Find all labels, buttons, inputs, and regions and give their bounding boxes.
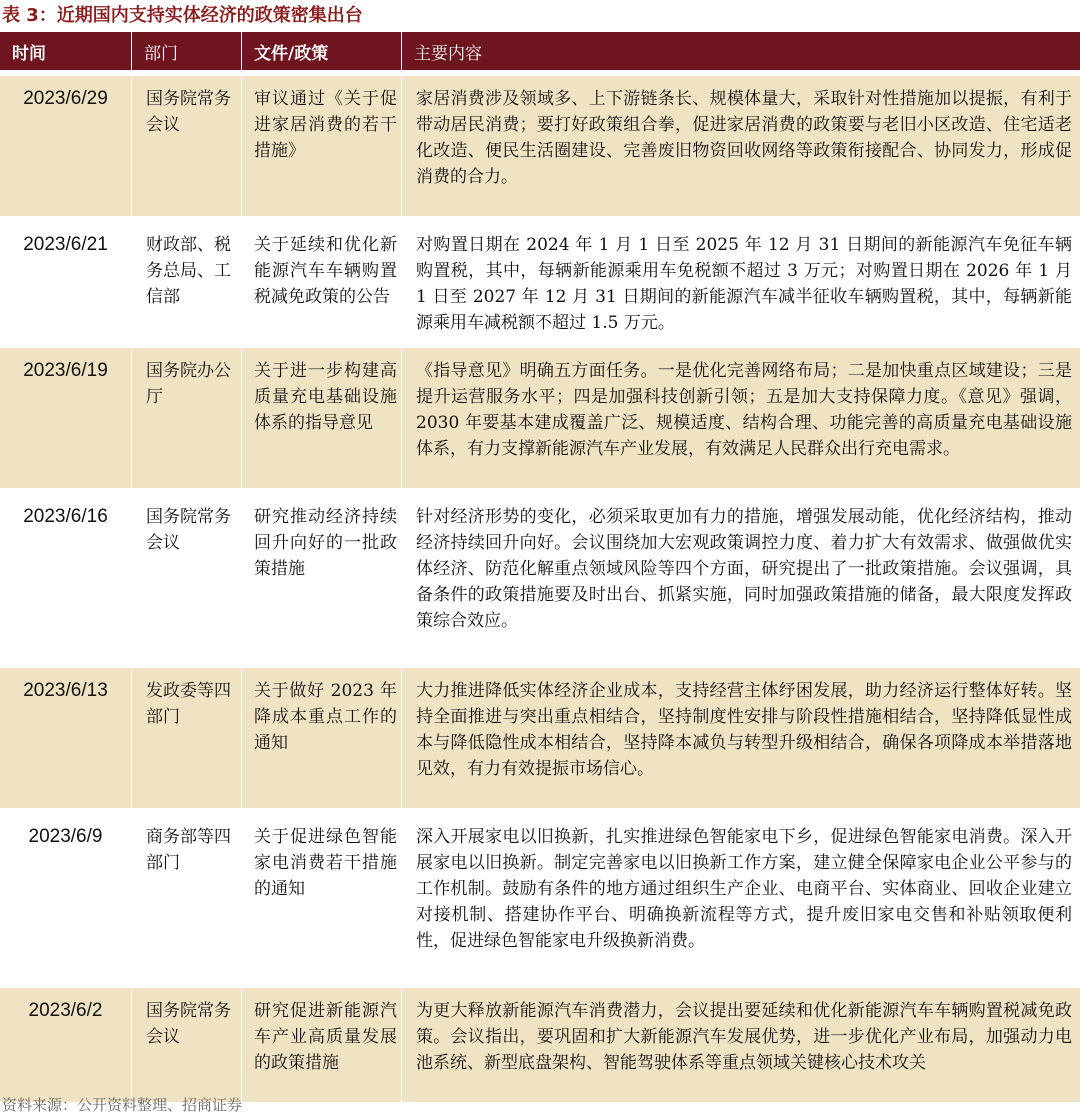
row-date: 2023/6/2	[0, 988, 132, 1108]
header-time: 时间	[0, 32, 132, 76]
row-content: 为更大释放新能源汽车消费潜力，会议提出要延续和优化新能源汽车车辆购置税减免政策。会议指出，要巩固和扩大新能源汽车发展优势，进一步优化产业布局，加强动力电池系统、新型底盘架构、智能驾驶体系等重点领域关键核心技术攻关	[402, 988, 1080, 1108]
row-content: 《指导意见》明确五方面任务。一是优化完善网络布局；二是加快重点区域建设；三是提升运营服务水平；四是加强科技创新引领；五是加大支持保障力度。《意见》强调，2030 年要基本建成覆盖广泛、规模适度、结构合理、功能完善的高质量充电基础设施体系，有力支撑新能源汽车产业发展，有效满足人民群众出行充电需求。	[402, 348, 1080, 494]
header-dept: 部门	[132, 32, 242, 76]
table-row	[0, 348, 1080, 494]
row-dept: 国务院常务会议	[132, 494, 242, 668]
row-doc: 关于延续和优化新能源汽车车辆购置税减免政策的公告	[242, 222, 402, 348]
row-doc: 关于促进绿色智能家电消费若干措施的通知	[242, 814, 402, 988]
table-row	[0, 222, 1080, 348]
row-dept: 商务部等四部门	[132, 814, 242, 988]
table-row	[0, 668, 1080, 814]
row-date: 2023/6/21	[0, 222, 132, 348]
row-content: 对购置日期在 2024 年 1 月 1 日至 2025 年 12 月 31 日期间的新能源汽车免征车辆购置税，其中，每辆新能源乘用车免税额不超过 3 万元；对购置日期在 2026 年 1 月 1 日至 2027 年 12 月 31 日期间的新能源汽车减半征收车辆购置税，其中，每辆新能源乘用车减税额不超过 1.5 万元。	[402, 222, 1080, 348]
row-date: 2023/6/16	[0, 494, 132, 668]
row-dept: 国务院办公厅	[132, 348, 242, 494]
row-doc: 研究促进新能源汽车产业高质量发展的政策措施	[242, 988, 402, 1108]
row-content: 家居消费涉及领域多、上下游链条长、规模体量大，采取针对性措施加以提振，有利于带动居民消费；要打好政策组合拳，促进家居消费的政策要与老旧小区改造、住宅适老化改造、便民生活圈建设、完善废旧物资回收网络等政策衔接配合、协同发力，形成促消费的合力。	[402, 76, 1080, 222]
row-date: 2023/6/13	[0, 668, 132, 814]
table-title: 表 3：近期国内支持实体经济的政策密集出台	[2, 5, 363, 26]
table-row	[0, 76, 1080, 222]
row-content: 大力推进降低实体经济企业成本，支持经营主体纾困发展，助力经济运行整体好转。坚持全面推进与突出重点相结合，坚持制度性安排与阶段性措施相结合，坚持降低显性成本与降低隐性成本相结合，坚持降本减负与转型升级相结合，确保各项降成本举措落地见效，有力有效提振市场信心。	[402, 668, 1080, 814]
table-row	[0, 494, 1080, 668]
row-doc: 审议通过《关于促进家居消费的若干措施》	[242, 76, 402, 222]
table-row	[0, 988, 1080, 1108]
row-dept: 财政部、税务总局、工信部	[132, 222, 242, 348]
row-doc: 关于进一步构建高质量充电基础设施体系的指导意见	[242, 348, 402, 494]
source-note: 资料来源：公开资料整理、招商证券	[2, 1096, 243, 1114]
header-content: 主要内容	[402, 32, 1080, 76]
row-date: 2023/6/19	[0, 348, 132, 494]
row-dept: 国务院常务会议	[132, 76, 242, 222]
row-content: 深入开展家电以旧换新，扎实推进绿色智能家电下乡，促进绿色智能家电消费。深入开展家电以旧换新。制定完善家电以旧换新工作方案，建立健全保障家电企业公平参与的工作机制。鼓励有条件的地方通过组织生产企业、电商平台、实体商业、回收企业建立对接机制、搭建协作平台、明确换新流程等方式，提升废旧家电交售和补贴领取便利性，促进绿色智能家电升级换新消费。	[402, 814, 1080, 988]
row-date: 2023/6/29	[0, 76, 132, 222]
row-content: 针对经济形势的变化，必须采取更加有力的措施，增强发展动能，优化经济结构，推动经济持续回升向好。会议围绕加大宏观政策调控力度、着力扩大有效需求、做强做优实体经济、防范化解重点领域风险等四个方面，研究提出了一批政策措施。会议强调，具备条件的政策措施要及时出台、抓紧实施，同时加强政策措施的储备，最大限度发挥政策综合效应。	[402, 494, 1080, 668]
header-doc: 文件/政策	[242, 32, 402, 76]
row-doc: 研究推动经济持续回升向好的一批政策措施	[242, 494, 402, 668]
table-header-row	[0, 32, 1080, 76]
row-dept: 发政委等四部门	[132, 668, 242, 814]
row-dept: 国务院常务会议	[132, 988, 242, 1108]
row-doc: 关于做好 2023 年降成本重点工作的通知	[242, 668, 402, 814]
table-row	[0, 814, 1080, 988]
policy-table	[0, 32, 1080, 1108]
row-date: 2023/6/9	[0, 814, 132, 988]
